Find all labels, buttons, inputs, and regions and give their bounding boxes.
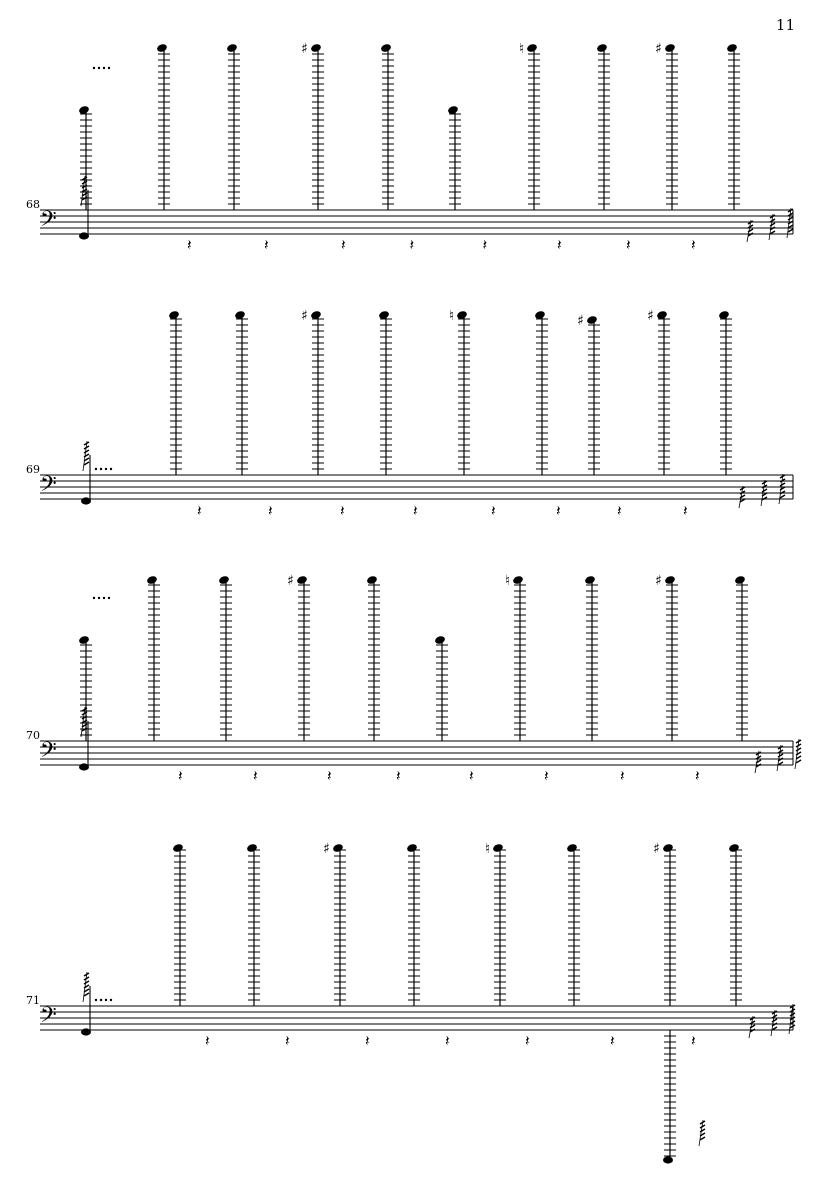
augmentation-dot [93,67,95,69]
notehead [218,575,230,585]
quarter-rest-icon: 𝄽 [626,236,631,254]
augmentation-dot [95,468,97,470]
notehead [366,575,378,585]
notehead [380,43,392,53]
flag-mark [740,491,745,494]
quarter-rest-icon: 𝄽 [695,767,700,785]
notehead [156,43,168,53]
quarter-rest-icon: 𝄽 [268,502,273,520]
bass-clef-icon: 𝄢 [40,472,57,502]
flag-mark [84,993,89,996]
measure-number-70: 70 [26,729,40,742]
sharp-icon: ♯ [301,41,308,57]
augmentation-dot [98,597,100,599]
augmentation-dot [103,597,105,599]
augmentation-dot [110,999,112,1001]
notehead [332,843,344,853]
quarter-rest-icon: 𝄽 [683,502,688,520]
notehead [296,575,308,585]
sharp-icon: ♯ [647,308,654,324]
flag-mark [796,760,801,763]
notehead [78,635,90,645]
quarter-rest-icon: 𝄽 [691,1032,696,1050]
flag-mark [780,495,785,498]
notehead [512,575,524,585]
quarter-rest-icon: 𝄽 [482,236,488,254]
natural-icon: ♮ [485,841,491,857]
augmentation-dot [105,999,107,1001]
sharp-icon: ♯ [577,313,584,329]
quarter-rest-icon: 𝄽 [557,236,562,254]
quarter-rest-icon: 𝄽 [178,767,183,785]
augmentation-dot [93,597,95,599]
notehead [566,843,578,853]
quarter-rest-icon: 𝄽 [617,502,622,520]
augmentation-dot [103,67,105,69]
quarter-rest-icon: 𝄽 [205,1032,210,1050]
sharp-icon: ♯ [653,841,660,857]
natural-icon: ♮ [505,573,511,589]
flag-mark [700,1137,705,1140]
augmentation-dot [108,67,110,69]
augmentation-dot [110,468,112,470]
notehead [146,575,158,585]
notehead [728,843,740,853]
augmentation-dot [108,597,110,599]
augmentation-dot [100,999,102,1001]
quarter-rest-icon: 𝄽 [445,1032,450,1050]
quarter-rest-icon: 𝄽 [253,767,258,785]
notehead [434,635,446,645]
sharp-icon: ♯ [301,308,308,324]
flag-mark [788,217,793,220]
quarter-rest-icon: 𝄽 [620,767,625,785]
flag-mark [84,450,89,453]
quarter-rest-icon: 𝄽 [525,1032,530,1050]
natural-icon: ♮ [519,41,525,57]
flag-mark [84,462,89,465]
notehead [310,43,322,53]
quarter-rest-icon: 𝄽 [197,502,202,520]
flag-mark [788,229,793,232]
flag-mark [762,497,767,500]
notehead [586,315,598,325]
flag-mark [778,754,783,757]
sharp-icon: ♯ [655,41,662,57]
notehead [226,43,238,53]
notehead [734,575,746,585]
notehead [664,575,676,585]
notehead [596,43,608,53]
flag-mark [780,483,785,486]
bass-clef-icon: 𝄢 [40,738,57,768]
sharp-icon: ♯ [323,841,330,857]
notehead [172,843,184,853]
quarter-rest-icon: 𝄽 [341,236,346,254]
notehead [246,843,258,853]
notehead [492,843,504,853]
quarter-rest-icon: 𝄽 [340,502,345,520]
flag-mark [700,1129,705,1132]
quarter-rest-icon: 𝄽 [365,1032,370,1050]
quarter-rest-icon: 𝄽 [469,767,474,785]
sharp-icon: ♯ [655,573,662,589]
measure-number-71: 71 [26,994,40,1007]
measure-number-69: 69 [26,463,40,476]
quarter-rest-icon: 𝄽 [327,767,332,785]
quarter-rest-icon: 𝄽 [187,236,192,254]
sharp-icon: ♯ [287,573,294,589]
quarter-rest-icon: 𝄽 [556,502,561,520]
augmentation-dot [98,67,100,69]
quarter-rest-icon: 𝄽 [544,767,549,785]
quarter-rest-icon: 𝄽 [491,502,496,520]
flag-mark [770,223,775,226]
notehead [662,843,674,853]
quarter-rest-icon: 𝄽 [264,236,269,254]
augmentation-dot [95,999,97,1001]
quarter-rest-icon: 𝄽 [285,1032,290,1050]
quarter-rest-icon: 𝄽 [396,767,401,785]
measure-number-68: 68 [26,198,40,211]
bass-clef-icon: 𝄢 [40,1003,57,1033]
notehead [406,843,418,853]
notehead [664,43,676,53]
notehead [526,43,538,53]
flag-mark [796,748,801,751]
flag-mark [84,981,89,984]
quarter-rest-icon: 𝄽 [610,1032,615,1050]
notehead [663,1156,673,1163]
augmentation-dot [100,468,102,470]
quarter-rest-icon: 𝄽 [409,236,415,254]
quarter-rest-icon: 𝄽 [413,502,418,520]
bass-clef-icon: 𝄢 [40,207,57,237]
page-number: 11 [775,16,795,34]
natural-icon: ♮ [449,308,455,324]
flag-mark [762,489,767,492]
quarter-rest-icon: 𝄽 [691,236,696,254]
augmentation-dot [105,468,107,470]
notehead [584,575,596,585]
flag-mark [772,1019,777,1022]
notehead [726,43,738,53]
